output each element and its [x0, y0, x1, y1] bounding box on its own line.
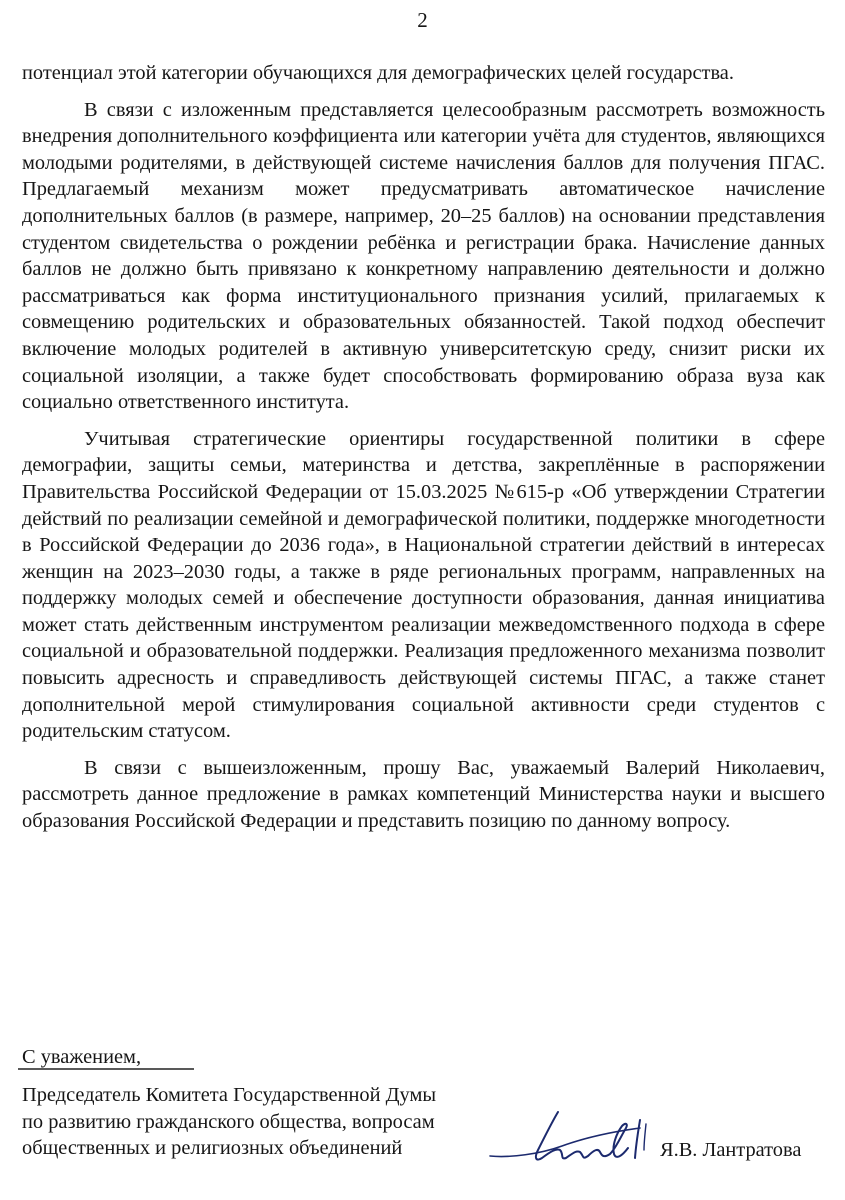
signer-title: [22, 1082, 436, 1162]
paragraph-request: В связи с вышеизложенным, прошу Вас, уважаемый Валерий Николаевич, рассмотреть данное предложение в рамках компетенций Министерства науки и высшего образования Российской Федерации и представить позицию по данному вопросу.: [22, 756, 825, 833]
signer-title-line: Председатель Комитета Государственной Думы: [22, 1084, 437, 1106]
signer-name: Я.В. Лантратова: [660, 1139, 802, 1161]
signer-title-line: общественных и религиозных объединений: [22, 1137, 403, 1159]
greeting-underline: [18, 1068, 194, 1070]
paragraph-policy: Учитывая стратегические ориентиры государственной политики в сфере демографии, защиты семьи, материнства и детства, закреплённые в распоряжении Правительства Российской Федерации от 15.03.2025 №615-р «Об утверждении Стратегии действий по реализации семейной и демографической политики, поддержке многодетности в Российской Федерации до 2036 года», в Национальной стратегии действий в интересах женщин на 2023–2030 годы, а также в ряде региональных программ, направленных на поддержку молодых семей и обеспечение доступности образования, данная инициатива может стать действенным инструментом реализации межведомственного подхода в сфере социальной и образовательной поддержки. Реализация предложенного механизма позволит повысить адресность и справедливость действующей системы ПГАС, а также станет дополнительной мерой стимулирования социальной активности среди студентов с родительским статусом.: [22, 427, 825, 743]
paragraph-proposal: В связи с изложенным представляется целесообразным рассмотреть возможность внедрения дополнительного коэффициента или категории учёта для студентов, являющихся молодыми родителями, в действующей системе начисления баллов для получения ПГАС. Предлагаемый механизм может предусматривать автоматическое начисление дополнительных баллов (в размере, например, 20–25 баллов) на основании представления студентом свидетельства о рождении ребёнка и регистрации брака. Начисление данных баллов не должно быть привязано к конкретному направлению деятельности и должно рассматриваться как форма институционального признания усилий, прилагаемых к совмещению родительских и образовательных обязанностей. Такой подход обеспечит включение молодых родителей в активную университетскую среду, снизит риски их социальной изоляции, а также будет способствовать формированию образа вуза как социально ответственного института.: [22, 98, 825, 414]
page-number: 2: [417, 8, 428, 32]
signer-title-line: по развитию гражданского общества, вопросам: [22, 1110, 435, 1133]
paragraph-continuation: потенциал этой категории обучающихся для демографических целей государства.: [22, 62, 734, 84]
handwritten-signature: [480, 1098, 660, 1178]
closing-greeting: С уважением,: [22, 1046, 142, 1068]
letter-body: [22, 60, 825, 835]
